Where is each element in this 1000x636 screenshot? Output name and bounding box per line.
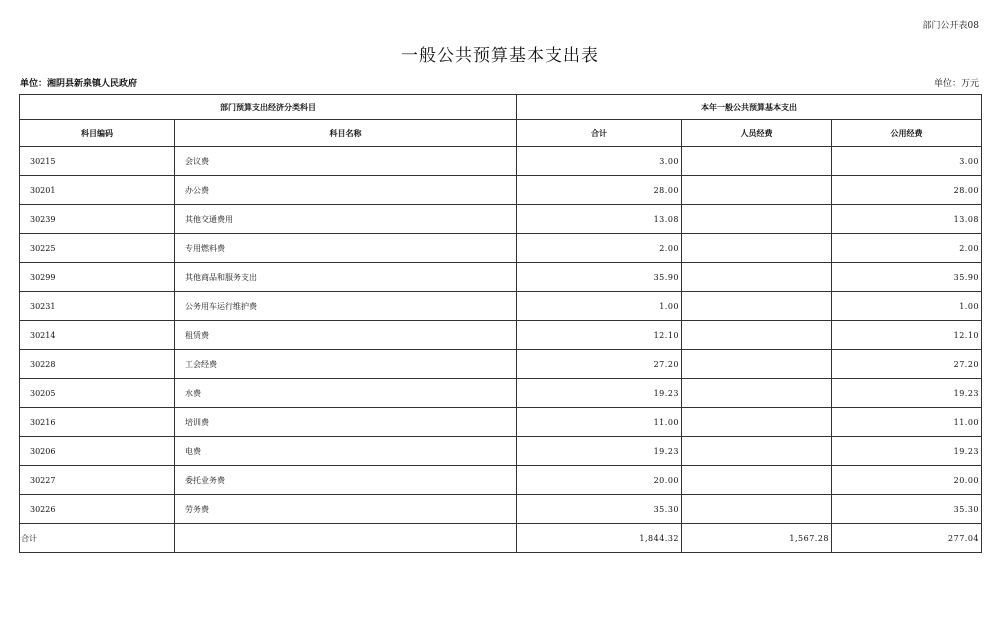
unit-organization: 单位：湘阴县新泉镇人民政府 — [20, 79, 138, 89]
cell-personnel — [682, 466, 832, 495]
cell-total: 12.10 — [517, 321, 682, 350]
cell-name: 工会经费 — [175, 350, 517, 379]
cell-public: 35.90 — [832, 263, 982, 292]
total-name — [175, 524, 517, 553]
cell-name: 其他交通费用 — [175, 205, 517, 234]
cell-code: 30231 — [20, 292, 175, 321]
table-row — [20, 408, 982, 437]
table-row — [20, 205, 982, 234]
group-header-row — [20, 95, 982, 120]
cell-total: 3.00 — [517, 147, 682, 176]
cell-personnel — [682, 263, 832, 292]
cell-personnel — [682, 234, 832, 263]
cell-personnel — [682, 176, 832, 205]
cell-code: 30214 — [20, 321, 175, 350]
cell-total: 27.20 — [517, 350, 682, 379]
cell-personnel — [682, 437, 832, 466]
form-code: 部门公开表08 — [922, 21, 979, 31]
cell-total: 19.23 — [517, 379, 682, 408]
cell-public: 27.20 — [832, 350, 982, 379]
cell-code: 30228 — [20, 350, 175, 379]
cell-total: 13.08 — [517, 205, 682, 234]
cell-personnel — [682, 205, 832, 234]
cell-public: 1.00 — [832, 292, 982, 321]
cell-total: 20.00 — [517, 466, 682, 495]
table-row — [20, 147, 982, 176]
budget-table — [19, 94, 982, 553]
cell-public: 11.00 — [832, 408, 982, 437]
cell-public: 35.30 — [832, 495, 982, 524]
group-header-classification: 部门预算支出经济分类科目 — [20, 95, 517, 120]
cell-public: 19.23 — [832, 379, 982, 408]
cell-name: 会议费 — [175, 147, 517, 176]
cell-name: 租赁费 — [175, 321, 517, 350]
page-title: 一般公共预算基本支出表 — [401, 46, 599, 66]
cell-name: 委托业务费 — [175, 466, 517, 495]
cell-name: 其他商品和服务支出 — [175, 263, 517, 292]
cell-public: 12.10 — [832, 321, 982, 350]
cell-personnel — [682, 350, 832, 379]
table-row — [20, 263, 982, 292]
table-row — [20, 350, 982, 379]
cell-total: 19.23 — [517, 437, 682, 466]
cell-code: 30225 — [20, 234, 175, 263]
cell-personnel — [682, 147, 832, 176]
unit-currency: 单位：万元 — [933, 79, 979, 89]
cell-personnel — [682, 379, 832, 408]
cell-code: 30215 — [20, 147, 175, 176]
cell-personnel — [682, 495, 832, 524]
table-body — [20, 147, 982, 553]
total-sum: 1,844.32 — [517, 524, 682, 553]
cell-code: 30226 — [20, 495, 175, 524]
cell-code: 30205 — [20, 379, 175, 408]
cell-code: 30239 — [20, 205, 175, 234]
cell-total: 1.00 — [517, 292, 682, 321]
cell-total: 2.00 — [517, 234, 682, 263]
total-public: 277.04 — [832, 524, 982, 553]
cell-code: 30201 — [20, 176, 175, 205]
cell-name: 水费 — [175, 379, 517, 408]
table-row — [20, 437, 982, 466]
column-header-code: 科目编码 — [20, 120, 175, 147]
cell-code: 30299 — [20, 263, 175, 292]
table-row — [20, 379, 982, 408]
cell-total: 11.00 — [517, 408, 682, 437]
cell-public: 3.00 — [832, 147, 982, 176]
cell-name: 公务用车运行维护费 — [175, 292, 517, 321]
total-row — [20, 524, 982, 553]
cell-personnel — [682, 292, 832, 321]
cell-public: 28.00 — [832, 176, 982, 205]
cell-total: 35.90 — [517, 263, 682, 292]
cell-public: 20.00 — [832, 466, 982, 495]
table-row — [20, 321, 982, 350]
cell-name: 劳务费 — [175, 495, 517, 524]
column-header-total: 合计 — [517, 120, 682, 147]
group-header-expenditure: 本年一般公共预算基本支出 — [517, 95, 982, 120]
cell-code: 30206 — [20, 437, 175, 466]
table-row — [20, 292, 982, 321]
cell-name: 专用燃料费 — [175, 234, 517, 263]
column-header-personnel: 人员经费 — [682, 120, 832, 147]
table-row — [20, 176, 982, 205]
table-row — [20, 495, 982, 524]
cell-name: 培训费 — [175, 408, 517, 437]
cell-total: 28.00 — [517, 176, 682, 205]
table-row — [20, 466, 982, 495]
table-row — [20, 234, 982, 263]
total-label: 合计 — [20, 524, 175, 553]
cell-personnel — [682, 321, 832, 350]
cell-public: 2.00 — [832, 234, 982, 263]
column-header-public: 公用经费 — [832, 120, 982, 147]
column-header-name: 科目名称 — [175, 120, 517, 147]
cell-personnel — [682, 408, 832, 437]
cell-name: 办公费 — [175, 176, 517, 205]
cell-public: 13.08 — [832, 205, 982, 234]
total-personnel: 1,567.28 — [682, 524, 832, 553]
cell-public: 19.23 — [832, 437, 982, 466]
cell-name: 电费 — [175, 437, 517, 466]
column-header-row — [20, 120, 982, 147]
cell-total: 35.30 — [517, 495, 682, 524]
cell-code: 30216 — [20, 408, 175, 437]
cell-code: 30227 — [20, 466, 175, 495]
